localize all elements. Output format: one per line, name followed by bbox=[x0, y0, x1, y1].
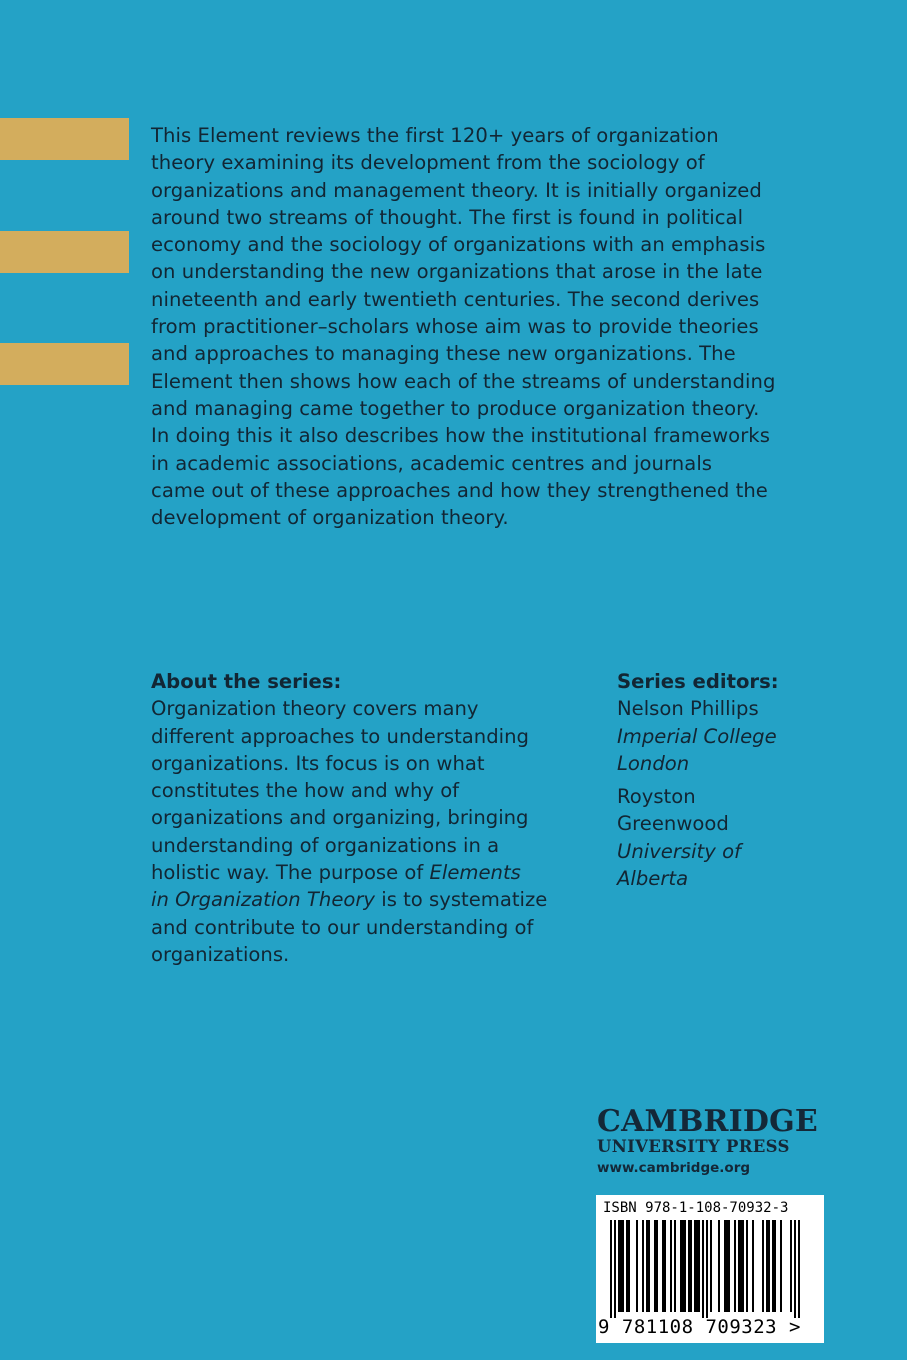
barcode-bar bbox=[636, 1220, 638, 1312]
barcode-bar bbox=[628, 1220, 630, 1312]
barcode-bar bbox=[772, 1220, 774, 1312]
accent-bar-middle bbox=[0, 231, 129, 273]
barcode-bar bbox=[780, 1220, 782, 1312]
about-series-section bbox=[151, 668, 591, 968]
series-title-italic-2: in Organization Theory bbox=[151, 888, 376, 912]
barcode-bar bbox=[622, 1220, 624, 1312]
book-description: This Element reviews the first 120+ years of organization theory examining its development from the sociology of organizations and management theory. It is initially organized around two streams of thought. The first is found in political economy and the sociology of organizations with an emphasis on understanding the new organizations that arose in the late nineteenth and early twentieth centuries. The second derives from practitioner–scholars whose aim was to provide theories and approaches to managing these new organizations. The Element then shows how each of the streams of understanding and managing came together to produce organization theory. In doing this it also describes how the institutional frameworks in academic associations, academic centres and journals came out of these approaches and how they strengthened the development of organization theory. bbox=[151, 124, 776, 530]
barcode-bar bbox=[698, 1220, 700, 1312]
barcode-bar bbox=[724, 1220, 726, 1312]
barcode-bar bbox=[662, 1220, 664, 1312]
series-title-italic-1: Elements bbox=[429, 861, 521, 885]
about-series-text bbox=[151, 695, 591, 968]
barcode-bar bbox=[790, 1220, 792, 1312]
editor-entry bbox=[617, 783, 817, 892]
barcode-bar bbox=[718, 1220, 720, 1312]
barcode-bar bbox=[646, 1220, 648, 1312]
barcode-bar bbox=[766, 1220, 768, 1312]
publisher-subname: UNIVERSITY PRESS bbox=[597, 1137, 790, 1156]
barcode-bar bbox=[670, 1220, 672, 1312]
accent-bar-top bbox=[0, 118, 129, 160]
series-editors-heading: Series editors: bbox=[617, 670, 779, 693]
barcode-bar bbox=[696, 1220, 698, 1312]
barcode-bar bbox=[656, 1220, 658, 1312]
barcode-bar bbox=[706, 1220, 708, 1318]
barcode-bar bbox=[794, 1220, 796, 1318]
barcode-bar bbox=[726, 1220, 728, 1312]
editor-name: Nelson Phillips bbox=[617, 697, 759, 721]
barcode-bar bbox=[614, 1220, 616, 1318]
barcode-bar bbox=[798, 1220, 800, 1318]
publisher-url: www.cambridge.org bbox=[597, 1160, 751, 1176]
about-text-part: is to systematize and contribute to our understanding of organizations. bbox=[151, 888, 548, 966]
barcode-bar bbox=[762, 1220, 764, 1312]
editor-affiliation: Imperial College London bbox=[617, 724, 777, 775]
barcode-bar bbox=[774, 1220, 776, 1312]
barcode-bar bbox=[742, 1220, 744, 1312]
barcode-bar bbox=[648, 1220, 650, 1312]
isbn-barcode bbox=[596, 1195, 824, 1343]
barcode-bar bbox=[610, 1220, 612, 1318]
barcode-bar bbox=[746, 1220, 748, 1312]
barcode-bar bbox=[738, 1220, 740, 1312]
barcode-bar bbox=[674, 1220, 676, 1312]
barcode-bar bbox=[768, 1220, 770, 1312]
about-text-part: Organization theory covers many different approaches to understanding organizations. Its focus is on what constitutes the how and why of organizations and organizing, bringing understanding of organizations in a holistic way. The purpose of bbox=[151, 697, 529, 885]
series-editors-section bbox=[617, 668, 817, 892]
barcode-bar bbox=[682, 1220, 684, 1312]
about-series-heading: About the series: bbox=[151, 670, 342, 693]
accent-bar-bottom bbox=[0, 343, 129, 385]
barcode-bar bbox=[684, 1220, 686, 1312]
barcode-bar bbox=[654, 1220, 656, 1312]
barcode-bar bbox=[626, 1220, 628, 1312]
barcode-bar bbox=[728, 1220, 730, 1312]
publisher-logo bbox=[597, 1104, 827, 1179]
barcode-bar bbox=[618, 1220, 620, 1312]
barcode-bar bbox=[664, 1220, 666, 1312]
editor-name: Royston Greenwood bbox=[617, 785, 729, 836]
publisher-name: CAMBRIDGE bbox=[597, 1104, 818, 1139]
barcode-bar bbox=[620, 1220, 622, 1312]
barcode-bar bbox=[680, 1220, 682, 1312]
barcode-bar bbox=[740, 1220, 742, 1312]
barcode-bar bbox=[690, 1220, 692, 1312]
barcode-bar bbox=[642, 1220, 644, 1312]
isbn-label: ISBN 978-1-108-70932-3 bbox=[603, 1200, 789, 1216]
barcode-bar bbox=[694, 1220, 696, 1312]
editor-entry bbox=[617, 695, 817, 777]
editor-affiliation: University of Alberta bbox=[617, 839, 741, 891]
barcode-bars bbox=[610, 1220, 810, 1318]
barcode-bar bbox=[752, 1220, 754, 1312]
barcode-bar bbox=[710, 1220, 712, 1312]
ean-digits: 9 781108 709323 > bbox=[598, 1316, 801, 1338]
barcode-bar bbox=[734, 1220, 736, 1312]
barcode-bar bbox=[688, 1220, 690, 1312]
barcode-bar bbox=[702, 1220, 704, 1318]
